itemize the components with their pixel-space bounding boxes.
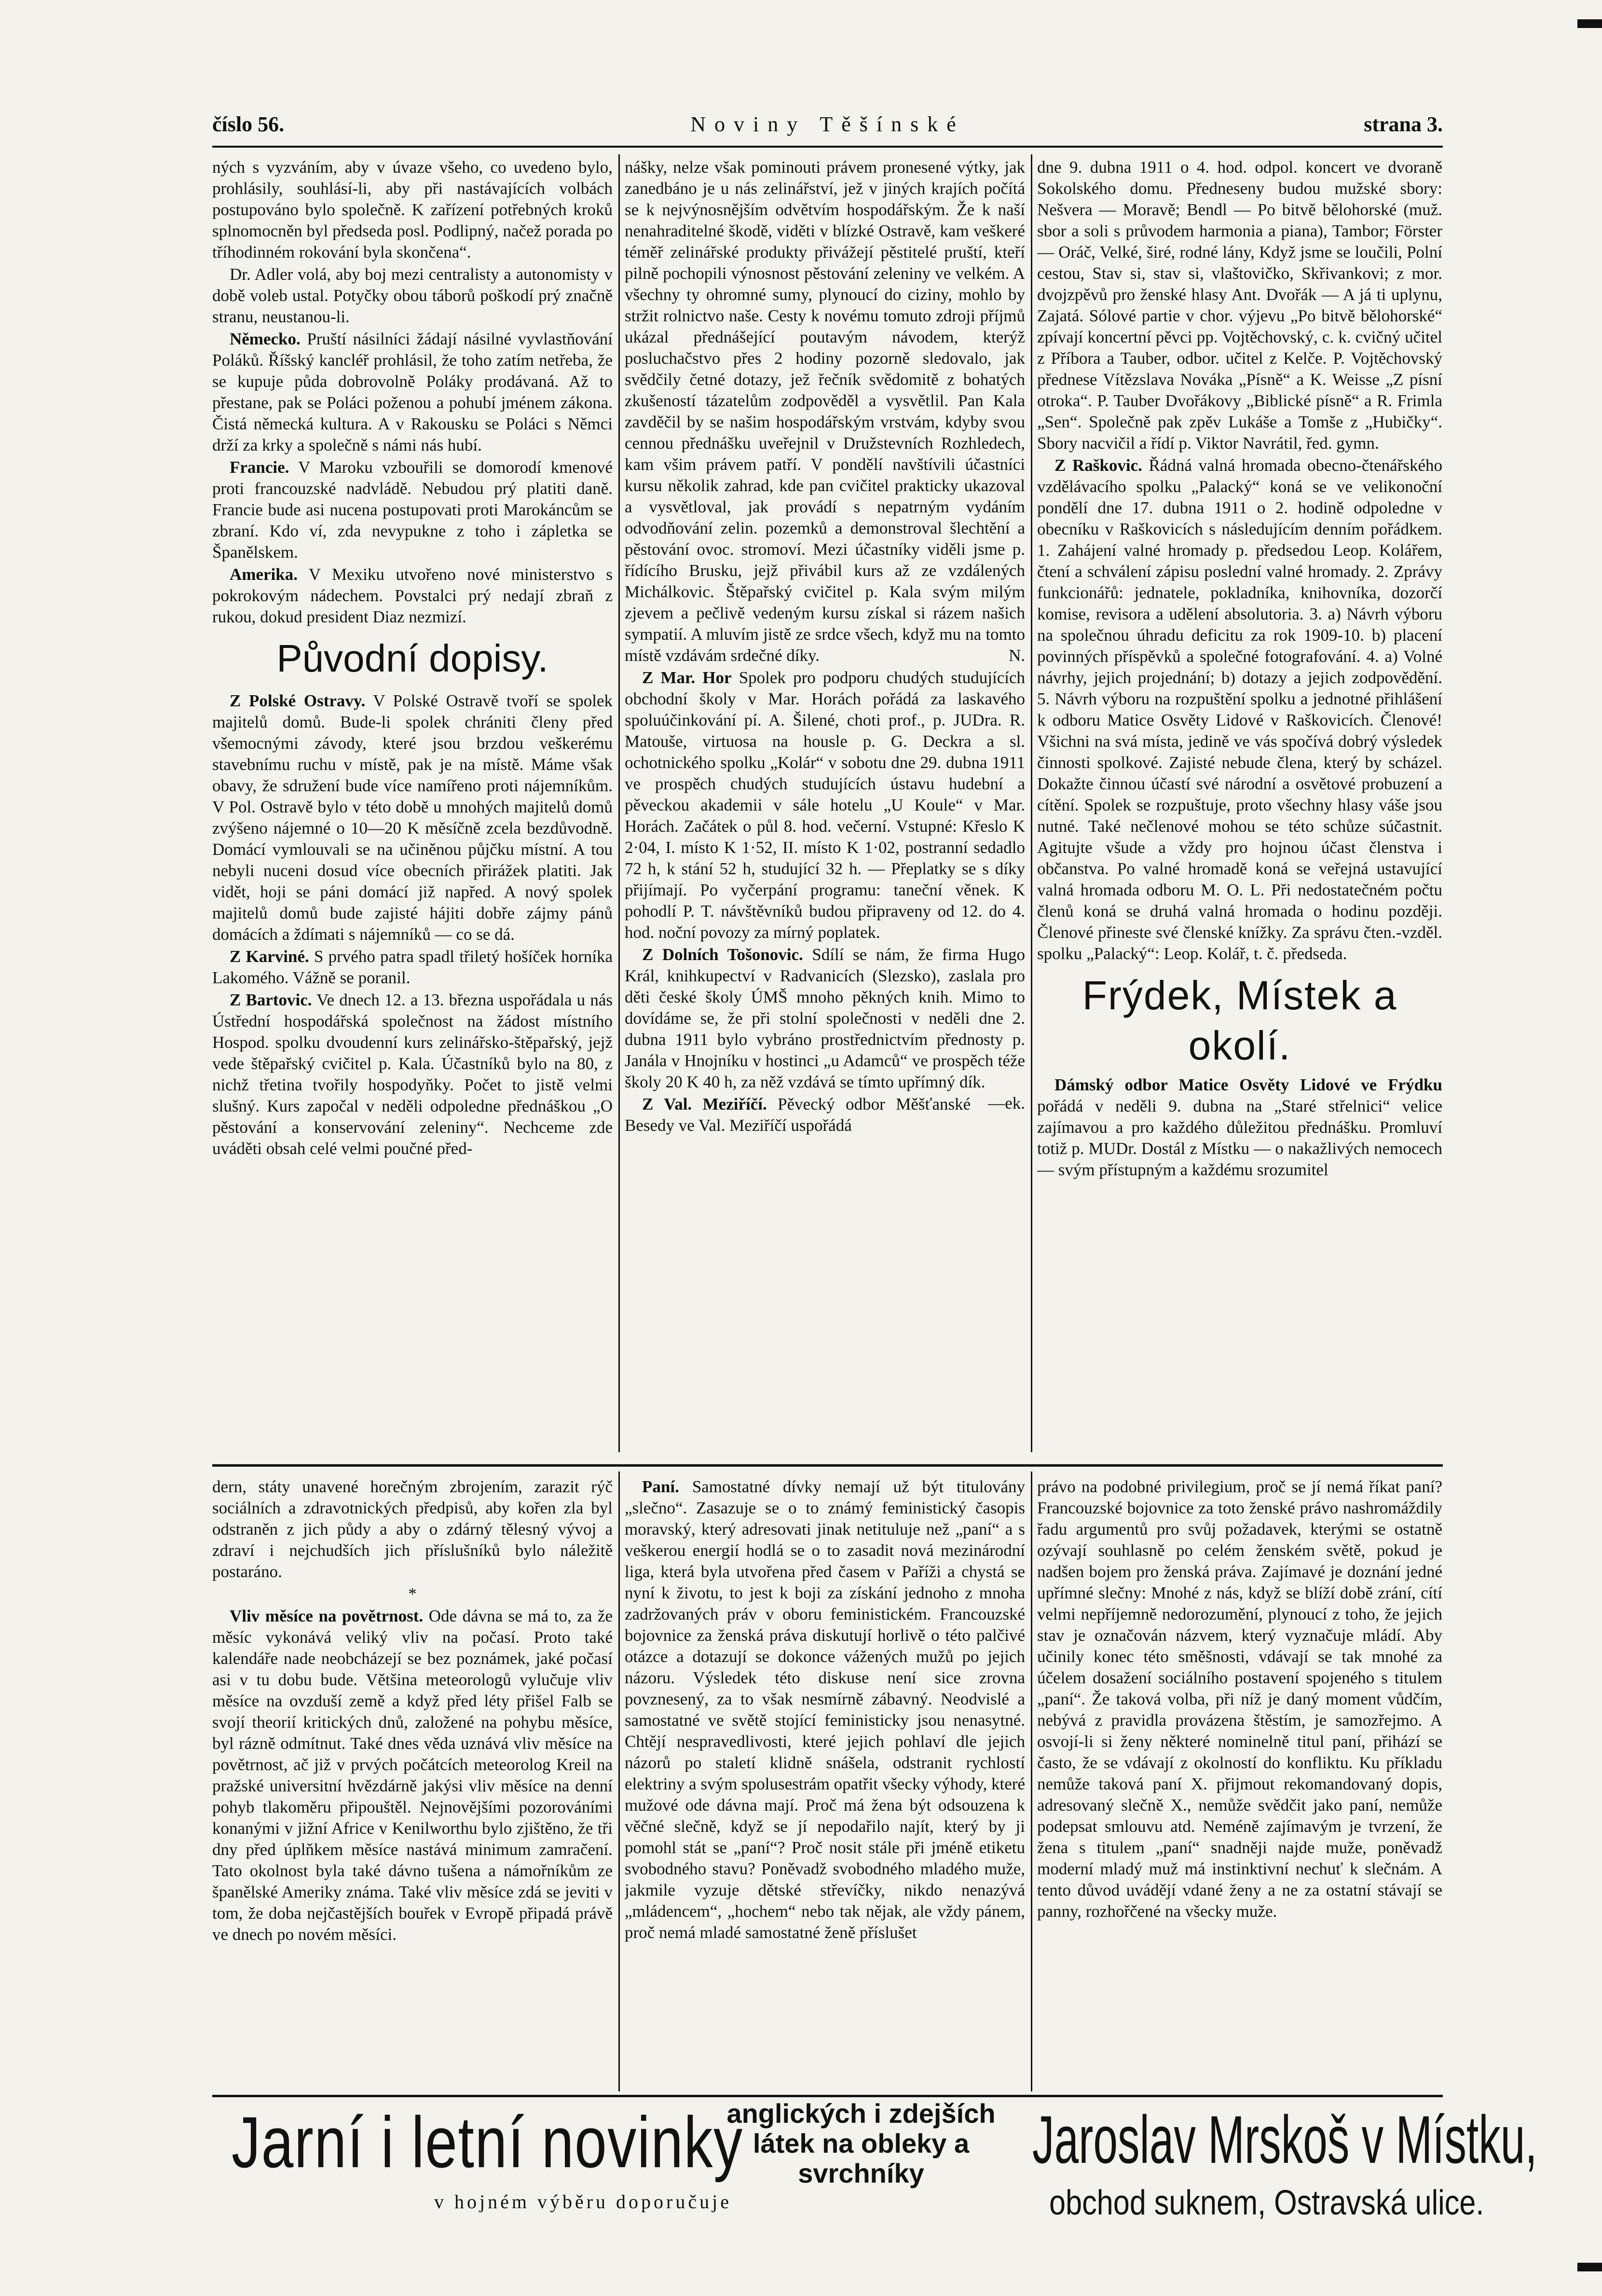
paragraph — [212, 457, 613, 563]
paragraph-text: Řádná valná hromada obecno-čtenářského vzdělávacího spolku „Palacký“ koná se ve velikonoční pondělí dne 17. dubna 1911 o 2. hodině odpoledne v obecníku v Raškovicích s následujícím denním pořádkem. 1. Zahájení valné hromady p. předsedou Leop. Kolářem, čtení a schválení zápisu poslední valné hromady. 2. Zprávy funkcionářů: jednatele, pokladníka, knihovníka, dozorčí komise, revisora a udělení absolutoria. 3. a) Návrh výboru na společnou úhradu deficitu za rok 1909-10. b) placení povinných příspěvků a společné fotografování. 4. a) Volné návrhy, jejich projednání; b) dotazy a jejich zodpovědění. 5. Návrh výboru na rozpuštění spolku a jednotné přihlášení k odboru Matice Osvěty Lidové v Raškovicích. Členové! Všichni na svá místa, jedině ve vás spočívá dobrý výsledek činnosti spolkové. Zajisté nebude člena, který by scházel. Dokažte činnou účastí své národní a osvětové probuzení a cítění. Spolek se rozpuštuje, proto všechny hlasy váše jsou nutné. Také nečlenové mohou se této schůze súčastnit. Agitujte všude a vždy pro hojnou účast členstva i občanstva. Po valné hromadě koná se veřejná ustavující valná hromada odboru M. O. L. Při nedostatečném počtu členů koná se druhá valná hromada o hodinu později. Členové přineste své členské knížky. Za správu čten.-vzděl. spolku „Palacký“: Leop. Kolář, t. č. předseda. — [1037, 456, 1442, 963]
paragraph: ných s vyzváním, aby v úvaze všeho, co uvedeno bylo, prohlásily, souhlásí-li, aby při nastávajících volbách postupováno bylo společně. K zařízení potřebných kroků splnomocněn byl předseda posl. Podlipný, načež porada po tříhodinném rokování byla skončena“. — [212, 158, 613, 261]
section-rule — [212, 1464, 1443, 1467]
bottom-column-2 — [625, 1476, 1025, 2094]
ad-rule — [212, 2095, 1443, 2097]
page-number: strana 3. — [1364, 112, 1443, 136]
paragraph-text: Pruští násilníci žádají násilné vyvlastňování Poláků. Říšský kancléř prohlásil, že toho zatím netřeba, že se kupuje půda dobrovolně Poláky prodávaná. Až to přestane, pak se Poláci poženou a pohubí jménem zákona. Čistá německá kultura. A v Rakousku se Poláci s Němci drží za krky a společně s námi nás hubí. — [212, 330, 613, 454]
registration-mark — [1577, 19, 1602, 28]
paragraph-text: Ve dnech 12. a 13. března uspořádala u nás Ústřední hospodářská společnost na žádost místního Hospod. spolku dvoudenní kurs zelinářsko-štěpařský, jejž vede štěpařský cvičitel p. Kala. Účastníků bylo na 80, z nichž třetina tvořily hospodyňky. Počet to jistě velmi slušný. Kurs započal v neděli odpoledne přednáškou „O pěstování a konservování zeleniny“. Nechceme zde uváděti obsah celé velmi poučné před- — [212, 990, 613, 1158]
bottom-column-1 — [212, 1476, 613, 2094]
registration-mark — [1577, 2263, 1602, 2271]
ad-merchant-address: obchod suknem, Ostravská ulice. — [1049, 2184, 1484, 2222]
newspaper-title: Noviny Těšínské — [690, 112, 965, 136]
advertisement — [212, 2098, 1537, 2234]
ad-merchant-name: Jaroslav Mrskoš v Místku, — [1032, 2102, 1537, 2177]
column-divider — [618, 1471, 620, 2091]
paragraph — [212, 946, 613, 989]
paragraph: právo na podobné privilegium, proč se jí nemá říkat paní? Francouzské bojovnice za toto ženské právo nashromáždily řadu argumentů pro svůj požadavek, kterými se ostatně ozývají souhlasně po celém ženském světě, pokud je nadšen bojem pro ženská práva. Zajímavé je doznání jedné upřímné slečny: Mnohé z nás, když se blíží době zrání, cítí velmi nepříjemně nedorozumění, plynoucí z toho, že jejich stav je označován názvem, který vyznačuje mládí. Aby učinily konec této směšnosti, vdávají se tak mnohé za účelem dosažení sociálního postavení spojeného s titulem „paní“. Že taková volba, při níž je daný moment vůdčím, nebývá z pravidla provázena štěstím, je samozřejmo. A osvojí-li si ženy některé nominelně titul paní, přihází se často, že se vdávají z okolností do konfliktu. Ku příkladu nemůže taková paní X. přijmout rekomandovaný dopis, adresovaný slečně X., nemůže svědčit jako paní, nemůže podepsat smlouvu atd. Neméně zajímavým je tvrzení, že žena s titulem „paní“ snadněji najde muže, poněvadž moderní mladý muž má instinktivní nechuť k slečnám. A tento důvod uvádějí vdané ženy a ne za ostatní stávají se panny, rozhořčené na všecky muže. — [1037, 1477, 1442, 1921]
paragraph-text: V Mexiku utvořeno nové ministerstvo s pokrokovým nádechem. Povstalci prý nedají zbraň z rukou, dokud president Diaz nezmizí. — [212, 565, 613, 626]
paragraph-heading: Dámský odbor Matice Osvěty Lidové ve Frýdku — [1054, 1075, 1442, 1094]
paragraph — [212, 564, 613, 628]
section-title: Frýdek, Místek a okolí. — [1082, 973, 1397, 1068]
paragraph — [625, 1094, 1025, 1136]
paragraph — [625, 157, 1025, 666]
paragraph-heading: Francie. — [230, 458, 289, 477]
paragraph-heading: Německo. — [230, 330, 301, 348]
header-rule — [212, 146, 1443, 148]
page-header — [212, 112, 1443, 141]
ad-headline: Jarní i letní novinky — [232, 2102, 743, 2183]
paragraph-text: Sdílí se nám, že firma Hugo Král, knihkupectví v Radvanicích (Slezsko), zaslala pro děti české školy ÚMŠ mnoho pěkných knih. Mimo to dovídáme se, že při stolní společnosti v neděli dne 2. dubna 1911 bylo vybráno prostřednictvím přednosty p. Janála v Hnojníku v hostinci „u Adamců“ ve prospěch téže školy 20 K 40 h, za něž vzdává se tímto upřímný dík. — [625, 945, 1025, 1091]
ad-subline: v hojném výběru doporučuje — [434, 2191, 732, 2213]
paragraph-heading: Paní. — [642, 1477, 679, 1496]
paragraph: dern, státy unavené horečným zbrojením, zarazit rýč sociálních a zdravotnických předpisů, aby kořen zla byl odstraněn z jich půdy a aby o zdárný tělesný vývoj a zdraví i nejchudších jich příslušníků bylo náležitě postaráno. — [212, 1477, 613, 1581]
column-3 — [1037, 157, 1442, 1459]
paragraph-heading: Z Karviné. — [230, 947, 309, 966]
issue-number: číslo 56. — [212, 112, 285, 136]
paragraph-text: Ode dávna se má to, za že měsíc vykonává veliký vliv na počasí. Proto také kalendáře nade neobcházejí se bez poznámek, jaké počasí asi v tu dobu bude. Většina meteorologů vylučuje vliv měsíce na ovzduší země a když před léty přišel Falb se svojí theorií kritických dnů, založené na pohybu měsíce, byl rázně odmítnut. Také dnes věda uznává vliv měsíce na povětrnost, ač již v prvých počátcích meteorolog Kreil na pražské universitní hvězdárně jakýsi vliv měsíce na denní pohyb tlakoměru připouštěl. Nejnovějšími pozorováními konanými v jižní Africe v Kenilworthu bylo zjištěno, že tři dny před úplňkem měsíce nastává minimum zamračení. Tato okolnost byla také dávno tušena a námořníkům ze španělské Ameriky známa. Také vliv měsíce zdá se jeviti v tom, že doba nejčastějších bouřek v Evropě připadá právě ve dnech po novém měsíci. — [212, 1607, 613, 1944]
paragraph-heading: Z Dolních Tošonovic. — [642, 945, 803, 964]
paragraph-text: V Polské Ostravě tvoří se spolek majitelů domů. Bude-li spolek chrániti členy před všemocnými závody, které jsou brzdou veškerému stavebnímu ruchu v místě, pak je na místě. Máme však obavy, že sdružení bude více namířeno proti nájemníkům. V Pol. Ostravě bylo v této době u mnohých majitelů domů zvýšeno nájemné o 10—20 K měsíčně zcela bezdůvodně. Domácí vymlouvali se na učiněnou půjčku místní. A tou nebyli nuceni dosud více obecních přirážek platiti. Jak vidět, hoji se páni domácí již napřed. A nový spolek majitelů domů bude zajisté hájiti dobře zájmy pánů domácích a ždímati s nájemníků — co se dá. — [212, 691, 613, 944]
paragraph-heading: Vliv měsíce na povětrnost. — [230, 1607, 424, 1625]
paragraph-text: pořádá v neděli 9. dubna na „Staré střelnici“ velice zajímavou a pro každého důležitou přednášku. Promluví totiž p. MUDr. Dostál z Místku — o nakažlivých nemocech — svým přístupným a každému srozumitel — [1037, 1097, 1442, 1179]
signature: N. — [1008, 646, 1025, 665]
paragraph — [212, 690, 613, 945]
bottom-column-3 — [1037, 1476, 1442, 2094]
paragraph-text: S prvého patra spadl třiletý hošíček horníka Lakomého. Vážně se poranil. — [212, 947, 613, 987]
paragraph: Dr. Adler volá, aby boj mezi centralisty a autonomisty v době voleb ustal. Potyčky obou táborů poškodí prý značně stranu, neustanou-li. — [212, 265, 613, 326]
separator-star: * — [408, 1584, 417, 1603]
paragraph-text: Samostatné dívky nemají už být titulovány „slečno“. Zasazuje se o to známý feministický časopis moravský, který adresovati jinak netituluje než „paní“ a s veškerou energií hodlá se o to zasadit nová mezinárodní liga, která byla utvořena před časem v Paříži a chystá se nyní k životu, to jest k boji za získání jednoho z mnoha zadržovaných práv v oboru feministickém. Francouzské bojovnice za ženská práva diskutují horlivě o této palčivé otázce a dotazují se dokonce vážených mužů po jejich názoru. Výsledek této diskuse není sice zrovna povznesený, za to však nesmírně zábavný. Neodvislé a samostatné ve světě stojící feministicky jsou nenasytné. Chtějí nespravedlivosti, které jejich pohlaví dle jejich názorů po staletí klidně snášela, odstranit rychlostí elektriny a svým spolusestrám opatřit všecky výhody, které mužové ode dávna mají. Proč má žena být odsouzena k věčné slečně, když se jí nepodařilo najít, který by ji pomohl stát se „paní“? Proč nosit stále při jméně etiketu svobodného stavu? Poněvadž svobodného mladého muže, jakmile vyzuje dětské střevíčky, nikdo nenazývá „mládencem“, „hochem“ nebo tak nějak, ale vždy pánem, proč nemá mladé samostatné ženě příslušet — [625, 1477, 1025, 1942]
paragraph-heading: Z Mar. Hor — [642, 668, 732, 687]
column-2 — [625, 157, 1025, 1459]
paragraph-heading: Z Raškovic. — [1054, 456, 1142, 475]
paragraph — [212, 990, 613, 1159]
paragraph-text: Spolek pro podporu chudých studujících obchodní školy v Mar. Horách pořádá za laskavého spoluúčinkování pí. A. Šilené, choti prof., p. JUDra. R. Matouše, virtuosa na housle p. G. Deckra a sl. ochotnického spolku „Kolár“ v sobotu dne 29. dubna 1911 ve prospěch chudých studujících ústavu hudební a pěveckou akademii v sále hotelu „U Koule“ v Mar. Horách. Začátek o půl 8. hod. večerní. Vstupné: Křeslo K 2·04, I. místo K 1·52, II. místo K 1·02, postranní sedadlo 72 h, k stání 52 h, studující 32 h. — Přeplatky se s díky přijímají. Po vyčerpání programu: taneční věnek. K pohodlí P. T. návštěvníků budou připraveny od 12. do 4. hod. noční povozy za mírný poplatek. — [625, 668, 1025, 942]
paragraph — [1037, 1074, 1442, 1181]
section-title: Původní dopisy. — [276, 637, 548, 680]
paragraph-heading: Z Bartovic. — [230, 990, 312, 1009]
paragraph-heading: Amerika. — [230, 565, 298, 584]
ad-middle-text: anglických i zdejších látek na obleky a svrchníky — [726, 2098, 996, 2188]
signature: —ek. — [988, 1094, 1025, 1113]
paragraph-text: nášky, nelze však pominouti právem pronesené výtky, jak zanedbáno je u nás zelinářství, jež v jiných krajích počítá se k nejvýnosnějším odvětvím hospodářským. Že k naší nenahraditelné škodě, viděti v blízké Ostravě, kam veškeré téměř zelinářské produkty přivážejí pěstitelé pruští, kteří pilně pochopili výnosnost pěstování zeleniny ve velkém. A všechny ty ohromné sumy, plynoucí do ciziny, mohlo by stržit rolnictvo naše. Cesty k novému tomuto zdroji příjmů ukázal přednášející poutavým návodem, kterýž posluchačstvo přes 2 hodiny pozorně sledovalo, jak svědčily četné dotazy, jež řečník svědomitě z bohatých zkušeností tázatelům zodpověděl a vysvětlil. Pan Kala zavděčil by se našim hospodářským vrstvám, kdyby svou cennou přednášku uveřejnil v Družstevních Rozhledech, kam všim právem patří. V pondělí navštívili účastníci kursu několik zahrad, kde pan cvičitel prakticky ukazoval a vysvětloval, jak provádí s nepatrným vydáním odvodňování zelin. pozemků a demonstroval šlechtění a pěstování ovoc. stromoví. Mezi účastníky viděli jsme p. řídícího Brusku, jejž přivábil kurs až ze vzdálených Michálkovic. Štěpařský cvičitel p. Kala svým milým zjevem a pečlivě vedeným kursu získal si rázem našich sympatií. A mluvím jistě ze srdce všech, když mu na tomto místě vzdávám srdečné díky. — [625, 158, 1025, 665]
column-1 — [212, 157, 613, 1459]
paragraph — [1037, 455, 1442, 964]
paragraph — [625, 667, 1025, 943]
column-divider — [1031, 1471, 1032, 2091]
paragraph — [212, 329, 613, 456]
column-divider — [618, 154, 620, 1452]
paragraph-heading: Z Val. Meziříčí. — [642, 1095, 767, 1114]
paragraph-heading: Z Polské Ostravy. — [230, 691, 366, 710]
column-divider — [1031, 154, 1032, 1452]
paragraph — [212, 1606, 613, 1945]
paragraph-text: V Maroku vzbouřili se domorodí kmenové proti francouzské nadvládě. Nebudou prý platiti daně. Francie bude asi nucena postupovati proti Marokáncům se zbraní. Kdo ví, zda nevypukne z toho i zápletka se Španělskem. — [212, 458, 613, 562]
paragraph: dne 9. dubna 1911 o 4. hod. odpol. koncert ve dvoraně Sokolského domu. Předneseny budou mužské sbory: Nešvera — Moravě; Bendl — Po bitvě bělohorské (muž. sbor a soli s průvodem harmonia a piana), Tambor; Förster — Oráč, Velké, širé, rodné lány, Když jsme se loučili, Polní cestou, Stav si, stav si, vlaštovičko, Skřivankovi; z mor. dvojzpěvů pro ženské hlasy Ant. Dvořák — A já ti uplynu, Zajatá. Sólové partie v chor. výjevu „Po bitvě bělohorské“ zpívají koncertní pěvci pp. Vojtěchovský, c. k. cvičný učitel z Příbora a Tauber, odbor. učitel z Kelče. P. Vojtěchovský přednese Vítězslava Nováka „Písně“ a K. Weisse „Z písní otroka“. P. Tauber Dvořákovy „Biblické písně“ a R. Frimla „Sen“. Společně pak zpěv Lukáše a Tomše z „Hubičky“. Sbory nacvičil a řídí p. Viktor Navrátil, řed. gymn. — [1037, 158, 1442, 453]
paragraph-text: Pěvecký odbor Měšťanské Besedy ve Val. Meziříčí uspořádá — [625, 1095, 971, 1135]
paragraph — [625, 1476, 1025, 1943]
